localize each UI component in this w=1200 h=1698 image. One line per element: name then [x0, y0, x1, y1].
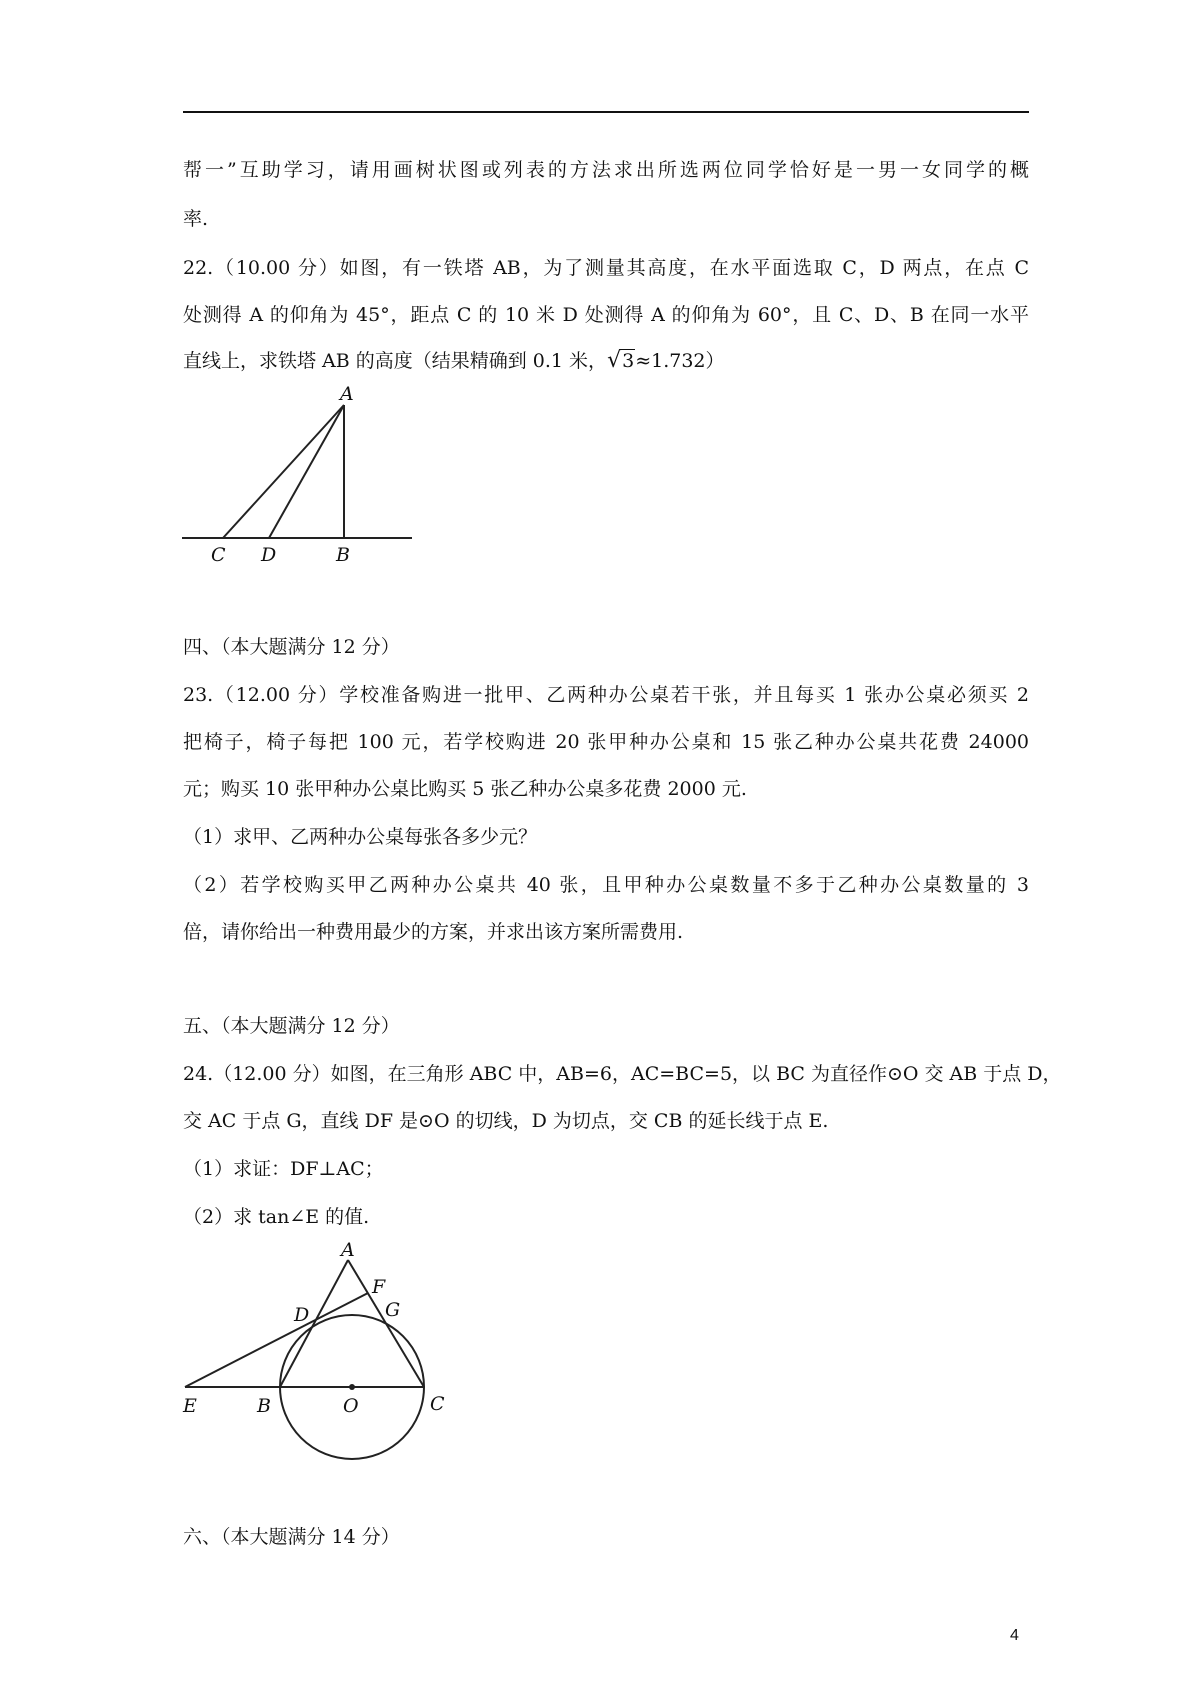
label-b: B	[336, 544, 350, 566]
question-24-part-1: （1）求证：DF⊥AC；	[183, 1158, 384, 1180]
label-b: B	[257, 1395, 271, 1417]
question-23-line: 元；购买 10 张甲种办公桌比购买 5 张乙种办公桌多花费 2000 元.	[183, 778, 747, 800]
text-line: 率.	[183, 208, 209, 230]
label-d: D	[294, 1304, 310, 1326]
section-six-heading: 六、（本大题满分 14 分）	[183, 1526, 400, 1548]
segment-ac	[223, 405, 344, 538]
figure-tower	[180, 385, 420, 570]
label-e: E	[183, 1395, 197, 1417]
question-23-part-2: 倍，请你给出一种费用最少的方案，并求出该方案所需费用.	[183, 921, 684, 943]
label-c: C	[211, 544, 226, 566]
label-a: A	[340, 385, 354, 405]
section-four-heading: 四、（本大题满分 12 分）	[183, 636, 400, 658]
text-span: 直线上，求铁塔 AB 的高度（结果精确到 0.1 米，	[183, 350, 608, 372]
label-g: G	[385, 1299, 401, 1321]
radical-sign: √	[607, 348, 622, 373]
question-22-line	[183, 348, 1029, 374]
header-rule	[183, 111, 1029, 113]
section-five-heading: 五、（本大题满分 12 分）	[183, 1015, 400, 1037]
question-23-part-1: （1）求甲、乙两种办公桌每张各多少元？	[183, 826, 538, 848]
question-22-line: 22.（10.00 分）如图，有一铁塔 AB，为了测量其高度，在水平面选取 C，D 两点，在点 C	[183, 257, 1029, 279]
label-f: F	[372, 1276, 386, 1298]
question-23-line: 把椅子，椅子每把 100 元，若学校购进 20 张甲种办公桌和 15 张乙种办公桌共花费 24000	[183, 731, 1029, 753]
segment-ac	[348, 1260, 424, 1387]
text-span: ≈1.732）	[635, 350, 725, 372]
center-point-o	[349, 1384, 355, 1390]
label-a: A	[341, 1239, 355, 1261]
label-o: O	[343, 1395, 359, 1417]
segment-ab	[280, 1260, 348, 1387]
sqrt-radicand: 3	[622, 350, 635, 372]
segment-ad	[269, 405, 344, 538]
tangent-ef	[185, 1293, 368, 1387]
page-number: 4	[1010, 1627, 1019, 1644]
question-22-line: 处测得 A 的仰角为 45°，距点 C 的 10 米 D 处测得 A 的仰角为 60°，且 C、D、B 在同一水平	[183, 304, 1029, 326]
label-c: C	[430, 1393, 445, 1415]
sqrt-expression	[607, 348, 635, 374]
label-d: D	[261, 544, 277, 566]
question-24-part-2: （2）求 tan∠E 的值.	[183, 1206, 370, 1228]
question-24-line: 24.（12.00 分）如图，在三角形 ABC 中，AB=6，AC=BC=5，以 BC 为直径作⊙O 交 AB 于点 D，	[183, 1063, 1062, 1085]
question-24-line: 交 AC 于点 G，直线 DF 是⊙O 的切线，D 为切点，交 CB 的延长线于点 E.	[183, 1110, 829, 1132]
question-23-part-2: （2）若学校购买甲乙两种办公桌共 40 张，且甲种办公桌数量不多于乙种办公桌数量的 3	[183, 874, 1029, 896]
question-23-line: 23.（12.00 分）学校准备购进一批甲、乙两种办公桌若干张，并且每买 1 张办公桌必须买 2	[183, 684, 1029, 706]
text-line: 帮一”互助学习，请用画树状图或列表的方法求出所选两位同学恰好是一男一女同学的概	[183, 159, 1029, 181]
figure-circle-triangle	[175, 1238, 455, 1468]
